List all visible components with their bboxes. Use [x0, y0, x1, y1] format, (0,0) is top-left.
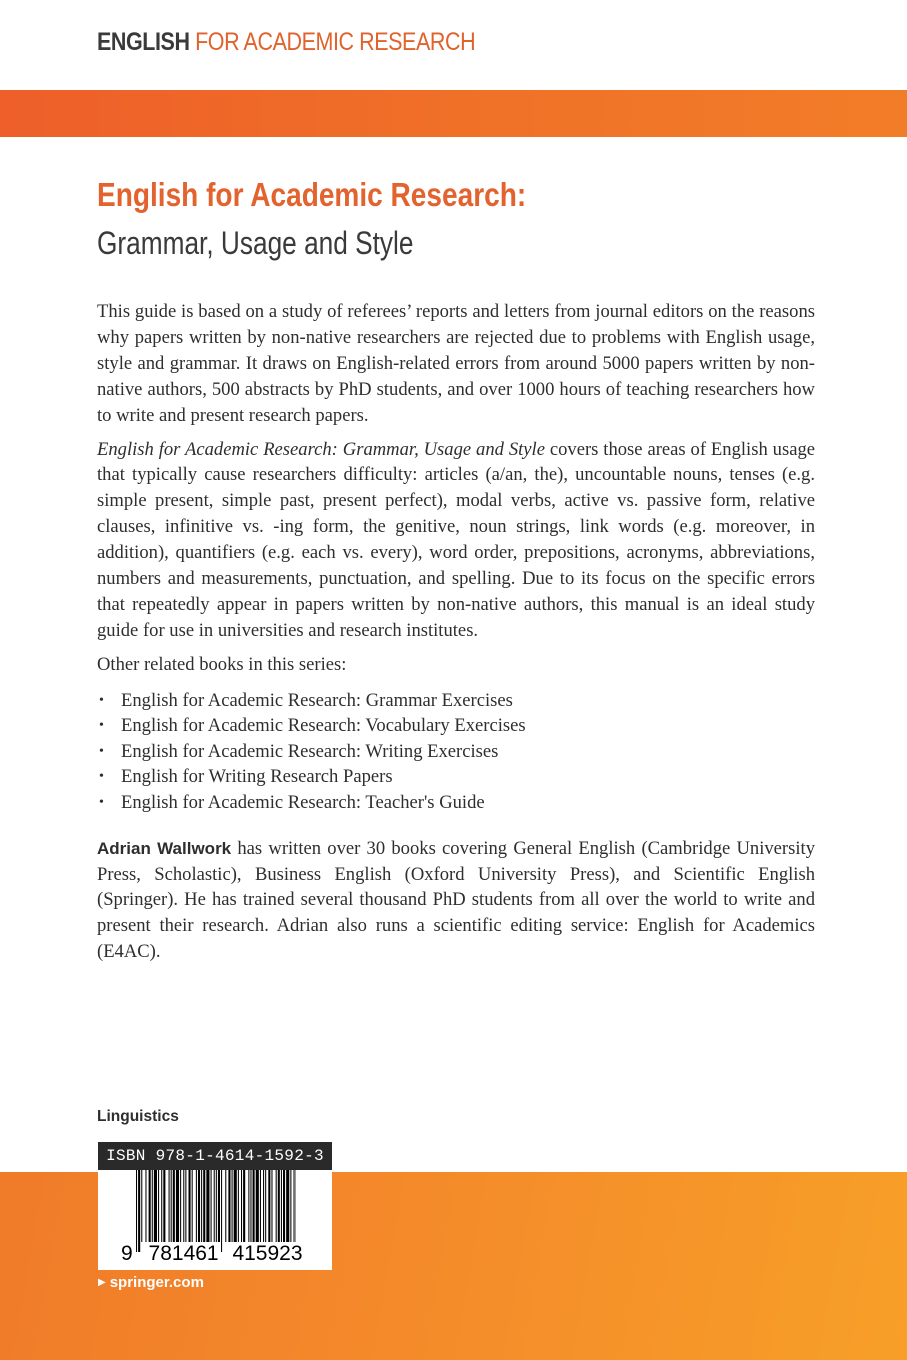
intro-paragraph: This guide is based on a study of referees’ reports and letters from journal editors on the reasons why papers written by non-native researchers are rejected due to problems with English usage, style and grammar. It draws on English-related errors from around 5000 papers written by non-native authors, 500 abstracts by PhD students, and over 1000 hours of teaching researchers how to write and present research papers.	[97, 301, 815, 426]
barcode-stripe	[203, 1170, 205, 1242]
barcode-stripe	[185, 1170, 186, 1242]
barcode-stripe	[158, 1170, 159, 1242]
barcode-stripe	[214, 1170, 215, 1242]
barcode-stripe	[136, 1170, 137, 1252]
barcode-stripe	[141, 1170, 142, 1242]
barcode-stripe	[176, 1170, 179, 1242]
bullet-icon: •	[99, 743, 104, 759]
list-item	[97, 790, 815, 816]
barcode-stripe	[278, 1170, 280, 1242]
related-book-title: English for Academic Research: Vocabulary Exercises	[121, 715, 526, 737]
related-book-title: English for Academic Research: Writing Exercises	[121, 740, 499, 762]
barcode-stripe	[154, 1170, 157, 1242]
barcode-stripe	[183, 1170, 184, 1242]
series-header-light: FOR ACADEMIC RESEARCH	[195, 28, 476, 56]
barcode-digits-right: 415923	[232, 1242, 303, 1265]
list-item	[97, 688, 815, 714]
barcode-stripe	[253, 1170, 255, 1242]
barcode-stripe	[189, 1170, 191, 1242]
coverage-book-title: English for Academic Research: Grammar, Usage and Style	[97, 438, 545, 460]
coverage-paragraph	[97, 437, 815, 644]
barcode-stripe	[290, 1170, 291, 1252]
barcode-stripe	[138, 1170, 140, 1252]
barcode-stripe	[196, 1170, 197, 1242]
barcode-stripe	[260, 1170, 261, 1242]
list-item	[97, 764, 815, 790]
barcode-stripe	[169, 1170, 170, 1242]
subject-category: Linguistics	[97, 1108, 179, 1125]
barcode-stripe	[228, 1170, 230, 1242]
barcode-stripe	[232, 1170, 233, 1242]
list-item	[97, 713, 815, 739]
barcode-stripe	[152, 1170, 153, 1242]
barcode-stripe	[145, 1170, 146, 1242]
related-book-title: English for Writing Research Papers	[121, 766, 393, 788]
barcode-stripe	[263, 1170, 264, 1242]
author-bio-text: has written over 30 books covering General English (Cambridge University Press, Scholastic), Business English (Oxford University Press), and Scientific English (Springer). He has trained several thousand PhD students from all over the world to write and present their research. Adrian also runs a scientific editing service: English for Academics (E4AC).	[97, 837, 815, 963]
author-bio	[97, 836, 815, 966]
springer-link[interactable]	[98, 1274, 204, 1291]
barcode-stripe	[163, 1170, 165, 1242]
barcode-stripe	[248, 1170, 249, 1242]
isbn-label: ISBN 978-1-4614-1592-3	[98, 1142, 332, 1170]
barcode-stripe	[241, 1170, 242, 1242]
barcode-stripe	[171, 1170, 172, 1242]
related-book-title: English for Academic Research: Teacher's Guide	[121, 792, 485, 814]
barcode-stripe	[286, 1170, 289, 1242]
barcode-stripe	[234, 1170, 237, 1242]
barcode-stripe	[218, 1170, 220, 1242]
barcode-stripe	[294, 1170, 295, 1252]
barcode-digits-left: 781461	[148, 1242, 219, 1265]
springer-link-label: springer.com	[109, 1274, 204, 1291]
barcode-stripe	[238, 1170, 239, 1242]
barcode-stripe	[192, 1170, 193, 1242]
related-book-title: English for Academic Research: Grammar Exercises	[121, 689, 513, 711]
barcode-stripe	[221, 1170, 222, 1252]
barcode-stripe	[201, 1170, 202, 1242]
barcode-bars	[136, 1170, 296, 1252]
barcode-stripe	[276, 1170, 277, 1242]
barcode-digit-first: 9	[121, 1242, 133, 1265]
book-title: English for Academic Research:	[97, 176, 527, 213]
barcode-digits	[120, 1242, 320, 1266]
isbn-barcode	[98, 1142, 332, 1270]
triangle-right-icon: ▶	[98, 1277, 106, 1288]
top-orange-band	[0, 90, 907, 137]
barcode-stripe	[161, 1170, 162, 1242]
bullet-icon: •	[99, 718, 104, 734]
barcode-stripe	[211, 1170, 212, 1242]
series-header	[97, 28, 475, 57]
series-header-strong: ENGLISH	[97, 28, 190, 56]
barcode-stripe	[173, 1170, 175, 1242]
related-books-intro: Other related books in this series:	[97, 653, 347, 675]
list-item	[97, 739, 815, 765]
bullet-icon: •	[99, 769, 104, 785]
bullet-icon: •	[99, 692, 104, 708]
related-books-list	[97, 688, 815, 816]
barcode-stripe	[206, 1170, 209, 1242]
barcode-stripe	[225, 1170, 226, 1242]
barcode-stripe	[281, 1170, 282, 1242]
back-cover-body	[97, 299, 815, 973]
barcode-stripe	[198, 1170, 200, 1242]
bullet-icon: •	[99, 795, 104, 811]
barcode-stripe	[216, 1170, 217, 1242]
barcode-stripe	[265, 1170, 266, 1242]
barcode-stripe	[268, 1170, 270, 1242]
coverage-text: covers those areas of English usage that typically cause researchers difficulty: articles (a/an, the), uncountable nouns, tenses (e.g. simple present, simple past, present perfect), modal verbs, active vs. passive form, relative clauses, infinitive vs. -ing form, the genitive, noun strings, link words (e.g. moreover, in addition), quantifiers (e.g. each vs. every), word order, prepositions, acronyms, abbreviations, numbers and measurements, punctuation, and spelling. Due to its focus on the specific errors that repeatedly appear in papers written by non-native authors, this manual is an ideal study guide for use in universities and research institutes.	[97, 438, 815, 641]
book-subtitle: Grammar, Usage and Style	[97, 225, 414, 261]
barcode-stripe	[283, 1170, 285, 1242]
barcode-stripe	[180, 1170, 181, 1242]
barcode-stripe	[271, 1170, 272, 1242]
barcode-stripe	[149, 1170, 151, 1242]
barcode-stripe	[250, 1170, 251, 1242]
author-name: Adrian Wallwork	[97, 838, 232, 858]
barcode-stripe	[243, 1170, 245, 1242]
barcode-stripe	[256, 1170, 259, 1242]
